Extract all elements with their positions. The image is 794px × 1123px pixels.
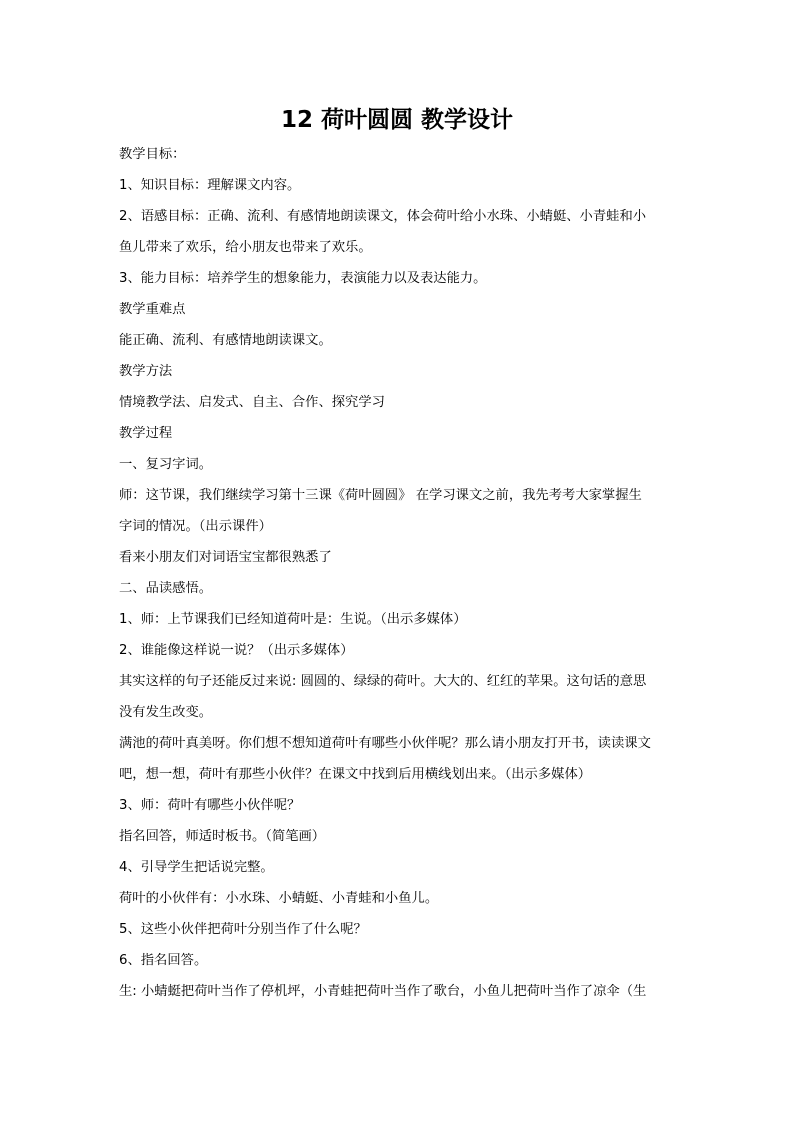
text-line: 教学重难点 bbox=[119, 302, 186, 317]
text-line: 荷叶的小伙伴有：小水珠、小蜻蜓、小青蛙和小鱼儿。 bbox=[119, 891, 439, 906]
text-line: 满池的荷叶真美呀。你们想不想知道荷叶有哪些小伙伴呢？那么请小朋友打开书，读读课文 bbox=[119, 736, 651, 751]
text-line: 教学目标： bbox=[119, 147, 186, 162]
text-line: 没有发生改变。 bbox=[119, 705, 213, 720]
text-line: 3、能力目标：培养学生的想象能力，表演能力以及表达能力。 bbox=[119, 271, 487, 286]
text-line: 2、语感目标：正确、流利、有感情地朗读课文，体会荷叶给小水珠、小蜻蜓、小青蛙和小 bbox=[119, 209, 647, 224]
document-title: 12 荷叶圆圆 教学设计 bbox=[280, 107, 514, 133]
text-line: 其实这样的句子还能反过来说: 圆圆的、绿绿的荷叶。大大的、红红的苹果。这句话的意思 bbox=[119, 674, 647, 689]
text-line: 情境教学法、启发式、自主、合作、探究学习 bbox=[119, 395, 385, 410]
text-line: 教学过程 bbox=[119, 426, 173, 441]
text-line: 看来小朋友们对词语宝宝都很熟悉了 bbox=[119, 550, 332, 565]
text-line: 4、引导学生把话说完整。 bbox=[119, 860, 274, 875]
text-line: 字词的情况。（出示课件） bbox=[119, 519, 272, 534]
text-line: 吧，想一想，荷叶有那些小伙伴？在课文中找到后用横线划出来。（出示多媒体） bbox=[119, 767, 592, 782]
text-line: 生: 小蜻蜓把荷叶当作了停机坪，小青蛙把荷叶当作了歌台，小鱼儿把荷叶当作了凉伞（生 bbox=[119, 984, 647, 999]
text-line: 5、这些小伙伴把荷叶分别当作了什么呢？ bbox=[119, 922, 367, 937]
text-line: 二、品读感悟。 bbox=[119, 581, 213, 596]
document-body bbox=[119, 139, 679, 1007]
text-line: 教学方法 bbox=[119, 364, 173, 379]
text-line: 6、指名回答。 bbox=[119, 953, 208, 968]
text-line: 2、谁能像这样说一说？（出示多媒体） bbox=[119, 643, 354, 658]
text-line: 3、师：荷叶有哪些小伙伴呢？ bbox=[119, 798, 301, 813]
text-line: 1、知识目标：理解课文内容。 bbox=[119, 178, 301, 193]
text-line: 能正确、流利、有感情地朗读课文。 bbox=[119, 333, 332, 348]
text-line: 一、复习字词。 bbox=[119, 457, 213, 472]
text-line: 师：这节课，我们继续学习第十三课《荷叶圆圆》 在学习课文之前，我先考考大家掌握生 bbox=[119, 488, 642, 503]
text-line: 1、师：上节课我们已经知道荷叶是：生说。（出示多媒体） bbox=[119, 612, 467, 627]
text-line: 指名回答，师适时板书。（简笔画） bbox=[119, 829, 326, 844]
text-line: 鱼儿带来了欢乐，给小朋友也带来了欢乐。 bbox=[119, 240, 372, 255]
